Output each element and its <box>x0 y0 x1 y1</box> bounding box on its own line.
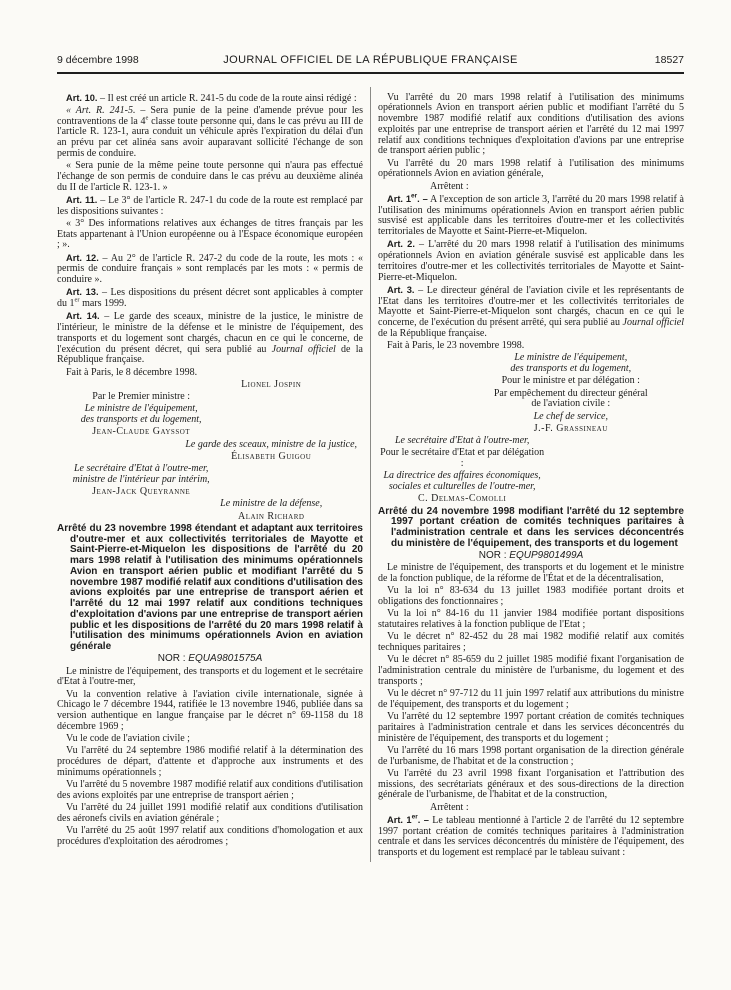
body-paragraph <box>57 734 363 745</box>
body-paragraph <box>57 106 363 160</box>
signature-line <box>57 392 363 403</box>
body-paragraph <box>57 803 363 825</box>
text-run: de la République française. <box>57 343 363 366</box>
body-paragraph <box>57 253 363 286</box>
body-paragraph <box>57 93 363 105</box>
header-title: JOURNAL OFFICIEL DE LA RÉPUBLIQUE FRANÇAISE <box>223 54 518 66</box>
signature-line <box>57 440 363 451</box>
signature-line <box>378 389 684 411</box>
text-run: – Le garde des sceaux, ministre de la justice, le ministre de l'intérieur, le ministre de la défense et le ministre de l'équipement, des transports et du logement sont chargés, chacun en ce qui le concerne, de l'exécution du présent décret, qui sera publié au <box>57 311 363 355</box>
signature-line <box>378 353 684 375</box>
body-paragraph <box>378 563 684 585</box>
signature-line <box>378 471 684 493</box>
text-run: Fait à Paris, le 23 novembre 1998. <box>387 340 525 351</box>
text-run: Vu l'arrêté du 16 mars 1998 portant organisation de la direction générale de l'urbanisme, de l'habitat et de la construction ; <box>378 744 684 767</box>
signatory-name <box>57 512 363 523</box>
text-run: Arrêté du 24 novembre 1998 modifiant l'arrêté du 12 septembre 1997 portant création de comités techniques paritaires à l'administration centrale et dans les services déconcentrés du ministère de l'équipement, des transports et du logement <box>378 505 684 549</box>
text-line: C. Delmas-Comolli <box>417 493 507 505</box>
text-run: – Au 2° de l'article R. 247-2 du code de la route, les mots : « permis de conduire français » sont remplacés par les mots : « permis de conduire ». <box>57 252 363 285</box>
text-run: Vu le code de l'aviation civile ; <box>66 733 190 744</box>
text-run: EQUP9801499A <box>509 550 584 561</box>
text-run: « Sera punie de la même peine toute personne qui n'aura pas effectué l'échange de son permis de conduire dans le cas prévu au deuxième alinéa du II de l'article R. 123-1. » <box>57 160 363 193</box>
text-line: Jean-Jack Queyranne <box>92 486 191 497</box>
body-paragraph <box>57 287 363 310</box>
text-run: Vu le décret n° 85-659 du 2 juillet 1985 modifié fixant l'organisation de l'administration centrale du ministère de l'urbanisme, du logement et des transports ; <box>378 654 684 687</box>
arretent-label <box>378 182 684 193</box>
text-run: . – <box>417 814 429 825</box>
text-line: Le secrétaire d'Etat à l'outre-mer, <box>394 435 530 446</box>
body-paragraph <box>378 632 684 654</box>
text-run: mars 1999. <box>79 298 127 309</box>
text-line: Le chef de service, <box>533 410 608 422</box>
text-run: Le ministre de l'équipement, des transports et du logement et le secrétaire d'Etat à l'outre-mer, <box>57 665 363 688</box>
text-run: Vu le décret n° 97-712 du 11 juin 1997 relatif aux attributions du ministre de l'équipement, des transports et du logement ; <box>378 688 684 710</box>
text-run: Art. 1 <box>387 814 412 825</box>
text-line: ministre de l'intérieur par intérim, <box>72 473 210 485</box>
text-run: Vu la loi n° 83-634 du 13 juillet 1983 modifiée portant droits et obligations des fonctionnaires ; <box>378 585 684 607</box>
right-column <box>378 91 684 859</box>
text-run: Art. 11. <box>66 194 98 205</box>
text-run: EQUA9801575A <box>188 653 263 665</box>
header-date: 9 décembre 1998 <box>57 54 139 66</box>
text-line: Jean-Claude Gayssot <box>92 426 191 438</box>
text-run: de la République française. <box>378 327 487 339</box>
text-run: – L'arrêté du 20 mars 1998 relatif à l'utilisation des minimums opérationnels Avion en aviation générale susvisé est applicable dans les territoires d'outre-mer et les collectivités territoriales de Mayotte et Saint-Pierre-et-Miquelon. <box>378 239 684 283</box>
text-line: Le ministre de l'équipement, <box>84 403 198 415</box>
text-run: Vu l'arrêté du 25 août 1997 relatif aux conditions d'homologation et aux procédures d'exploitation des aérodromes ; <box>57 825 363 847</box>
text-run: classe toute personne qui, dans le cas prévu au III de l'article R. 123-1, aura conduit un véhicule après l'expiration du délai d'un an prévu par cet alinéa sans avoir auparavant sollicité l'échange de son permis de conduire. <box>57 115 364 159</box>
signatory-name <box>57 427 363 438</box>
text-run: Art. 12. <box>66 252 99 263</box>
text-run: Vu l'arrêté du 23 avril 1998 fixant l'organisation et l'attribution des missions, des secrétariats généraux et des sous-directions de la direction générale de l'urbanisme, de l'habitat et de la construction, <box>378 767 684 801</box>
text-run: er <box>411 192 418 200</box>
arretent-label <box>378 803 684 814</box>
signatory-name <box>57 452 363 463</box>
signature-line <box>378 436 684 447</box>
text-run: er <box>74 296 80 304</box>
body-paragraph <box>57 368 363 379</box>
text-line: Le ministre de la défense, <box>220 498 323 510</box>
section-heading <box>57 524 363 653</box>
body-paragraph <box>378 194 684 238</box>
body-paragraph <box>57 195 363 218</box>
text-line: Par empêchement du directeur général <box>493 387 648 399</box>
text-line: Pour le ministre et par délégation : <box>501 375 640 387</box>
text-line: Par le Premier ministre : <box>92 391 191 402</box>
text-run: Journal officiel <box>622 317 684 328</box>
body-paragraph <box>378 655 684 687</box>
text-run: Le tableau mentionné à l'article 2 de l'arrêté du 12 septembre 1997 portant création de comités techniques paritaires à l'administration centrale et dans les services déconcentrés du ministère de l'équipement, des transports et du logement est remplacé par le tableau suivant : <box>378 814 685 858</box>
page-body <box>57 91 684 859</box>
signature-line <box>57 404 363 426</box>
text-line: La directrice des affaires économiques, <box>383 470 541 482</box>
body-paragraph <box>378 769 684 801</box>
body-paragraph <box>378 159 684 181</box>
body-paragraph <box>378 239 684 283</box>
text-run: Art. 1 <box>387 193 412 204</box>
body-paragraph <box>57 311 363 366</box>
text-run: – Les dispositions du présent décret sont applicables à compter du 1 <box>57 287 363 309</box>
signature-line <box>57 499 363 510</box>
body-paragraph <box>378 712 684 744</box>
text-line: Pour le secrétaire d'Etat et par délégation : <box>380 447 545 469</box>
text-run: Vu l'arrêté du 12 septembre 1997 portant création de comités techniques paritaires à l'administration centrale et dans les services déconcentrés du ministère de l'équipement, des transports et du logement ; <box>378 711 684 744</box>
text-line: Le garde des sceaux, ministre de la justice, <box>185 438 358 450</box>
text-run: A l'exception de son article 3, l'arrêté du 20 mars 1998 relatif à l'utilisation des minimums opérationnels Avion en transport aérien public susvisé est applicable dans les territoires d'outre-mer et les collectivités territoriales de Mayotte et Saint-Pierre-et-Miquelon. <box>378 193 684 237</box>
text-run: Fait à Paris, le 8 décembre 1998. <box>66 366 198 378</box>
body-paragraph <box>57 746 363 778</box>
text-run: – Le 3° de l'article R. 247-1 du code de la route est remplacé par les dispositions suivantes : <box>57 194 363 217</box>
text-run: Art. 14. <box>66 311 100 322</box>
text-line: Le secrétaire d'Etat à l'outre-mer, <box>73 463 209 474</box>
text-run: Arrêtent : <box>430 180 469 192</box>
signature-line <box>378 448 684 470</box>
text-run: Art. 3. <box>387 284 415 295</box>
header-rule <box>57 72 684 74</box>
body-paragraph <box>57 826 363 848</box>
text-run: Vu l'arrêté du 5 novembre 1987 modifié relatif aux conditions d'utilisation des avions exploités par une entreprise de transport aérien ; <box>57 779 363 801</box>
body-paragraph <box>57 667 363 689</box>
text-run: Journal officiel <box>271 343 336 355</box>
body-paragraph <box>378 746 684 768</box>
body-paragraph <box>378 341 684 352</box>
body-paragraph <box>57 690 363 733</box>
body-paragraph <box>378 285 684 340</box>
signatory-name <box>378 424 684 435</box>
body-paragraph <box>57 219 363 251</box>
text-run: NOR : <box>478 550 510 561</box>
text-run: Vu la loi n° 84-16 du 11 janvier 1984 modifiée portant dispositions statutaires relatives à la fonction publique de l'Etat ; <box>378 608 684 630</box>
page-header <box>57 50 684 66</box>
text-run: Art. 13. <box>66 287 99 298</box>
text-run: – Il est créé un article R. 241-5 du code de la route ainsi rédigé : <box>97 92 357 104</box>
column-divider <box>370 87 371 862</box>
text-run: Vu l'arrêté du 24 juillet 1991 modifié relatif aux conditions d'utilisation des aéronefs civils en aviation générale ; <box>57 802 363 824</box>
text-run: Art. 10. <box>66 92 98 103</box>
text-run: Arrêtent : <box>430 801 469 813</box>
text-line: des transports et du logement, <box>510 363 632 374</box>
body-paragraph <box>378 689 684 711</box>
text-run: Vu l'arrêté du 20 mars 1998 relatif à l'utilisation des minimums opérationnels Avion en aviation générale, <box>378 157 684 180</box>
body-paragraph <box>378 609 684 631</box>
text-line: sociales et culturelles de l'outre-mer, <box>388 481 536 492</box>
header-page-number: 18527 <box>654 54 684 66</box>
text-run: Vu la convention relative à l'aviation civile internationale, signée à Chicago le 7 décembre 1944, ratifiée le 13 novembre 1946, publiée dans sa version authentique en langue française par le décret n° 69-1158 du 18 décembre 1969 ; <box>57 688 363 732</box>
text-run: – Le directeur général de l'aviation civile et les représentants de l'Etat dans les territoires d'outre-mer et les collectivités territoriales de Mayotte et Saint-Pierre-et-Miquelon sont chargés, chacun en ce qui le concerne, de l'exécution du présent arrêté, qui sera publié au <box>378 284 684 328</box>
signature-line <box>378 376 684 387</box>
body-paragraph <box>57 780 363 802</box>
text-run: Le ministre de l'équipement, des transports et du logement et le ministre de la fonction publique, de la réforme de l'État et de la décentralisation, <box>378 562 684 584</box>
text-run: NOR : <box>157 653 189 665</box>
text-run: er <box>411 813 418 821</box>
text-run: « 3° Des informations relatives aux échanges de titres français par les Etats appartenant à l'Union européenne ou à l'Espace économique européen ; ». <box>57 217 363 251</box>
signatory-name <box>57 380 363 391</box>
nor-reference <box>57 654 363 665</box>
text-line: Élisabeth Guigou <box>231 450 312 462</box>
text-run: Vu l'arrêté du 20 mars 1998 relatif à l'utilisation des minimums opérationnels Avion en transport aérien public et modifiant l'arrêté du 5 novembre 1987 modifié relatif aux conditions d'utilisation des avions exploités par une entreprise de transport aérien et l'arrêté du 12 mai 1997 relatif aux conditions techniques d'exploitation d'avions par une entreprise de transport aérien public ; <box>378 91 684 157</box>
text-run: e <box>145 114 149 122</box>
signatory-name <box>378 494 684 505</box>
text-run: Art. 2. <box>387 239 415 250</box>
section-heading <box>378 507 684 550</box>
text-line: Lionel Jospin <box>241 378 302 390</box>
text-run: . – <box>417 193 428 204</box>
text-run: Vu le décret n° 82-452 du 28 mai 1982 modifié relatif aux comités techniques paritaires ; <box>378 631 684 653</box>
text-run: Sera punie de la peine d'amende prévue pour les contraventions de la 4 <box>57 104 363 127</box>
body-paragraph <box>57 161 363 193</box>
signatory-name <box>57 487 363 498</box>
body-paragraph <box>378 815 684 859</box>
body-paragraph <box>378 93 684 158</box>
text-run: Arrêté du 23 novembre 1998 étendant et adaptant aux territoires d'outre-mer et aux collectivités territoriales de Mayotte et Saint-Pierre-et-Miquelon les dispositions de l'arrêté du 20 mars 1998 relatif à l'utilisation des minimums opérationnels Avion en transport aérien public et modifiant l'arrêté du 5 novembre 1987 modifié relatif aux conditions d'utilisation des avions exploités par une entreprise de transport aérien et l'arrêté du 12 mai 1997 relatif aux conditions techniques d'exploitation d'avions par une entreprise de transport aérien public et les dispositions de l'arrêté du 20 mars 1998 relatif à l'utilisation des minimums opérationnels Avion en aviation générale <box>57 522 363 652</box>
text-line: des transports et du logement, <box>80 414 202 425</box>
text-line: Alain Richard <box>237 510 305 522</box>
signature-line <box>57 464 363 486</box>
signature-line <box>378 412 684 423</box>
text-line: de l'aviation civile : <box>531 398 611 410</box>
nor-reference <box>378 551 684 562</box>
text-run: Vu l'arrêté du 24 septembre 1986 modifié relatif à la détermination des procédures de départ, d'attente et d'approche aux instruments et des minimums opérationnels ; <box>57 745 363 778</box>
text-line: J.-F. Grassineau <box>533 422 608 434</box>
left-column <box>57 91 363 859</box>
text-run: « Art. R. 241-5. – <box>66 104 151 116</box>
text-line: Le ministre de l'équipement, <box>514 352 628 364</box>
body-paragraph <box>378 586 684 608</box>
